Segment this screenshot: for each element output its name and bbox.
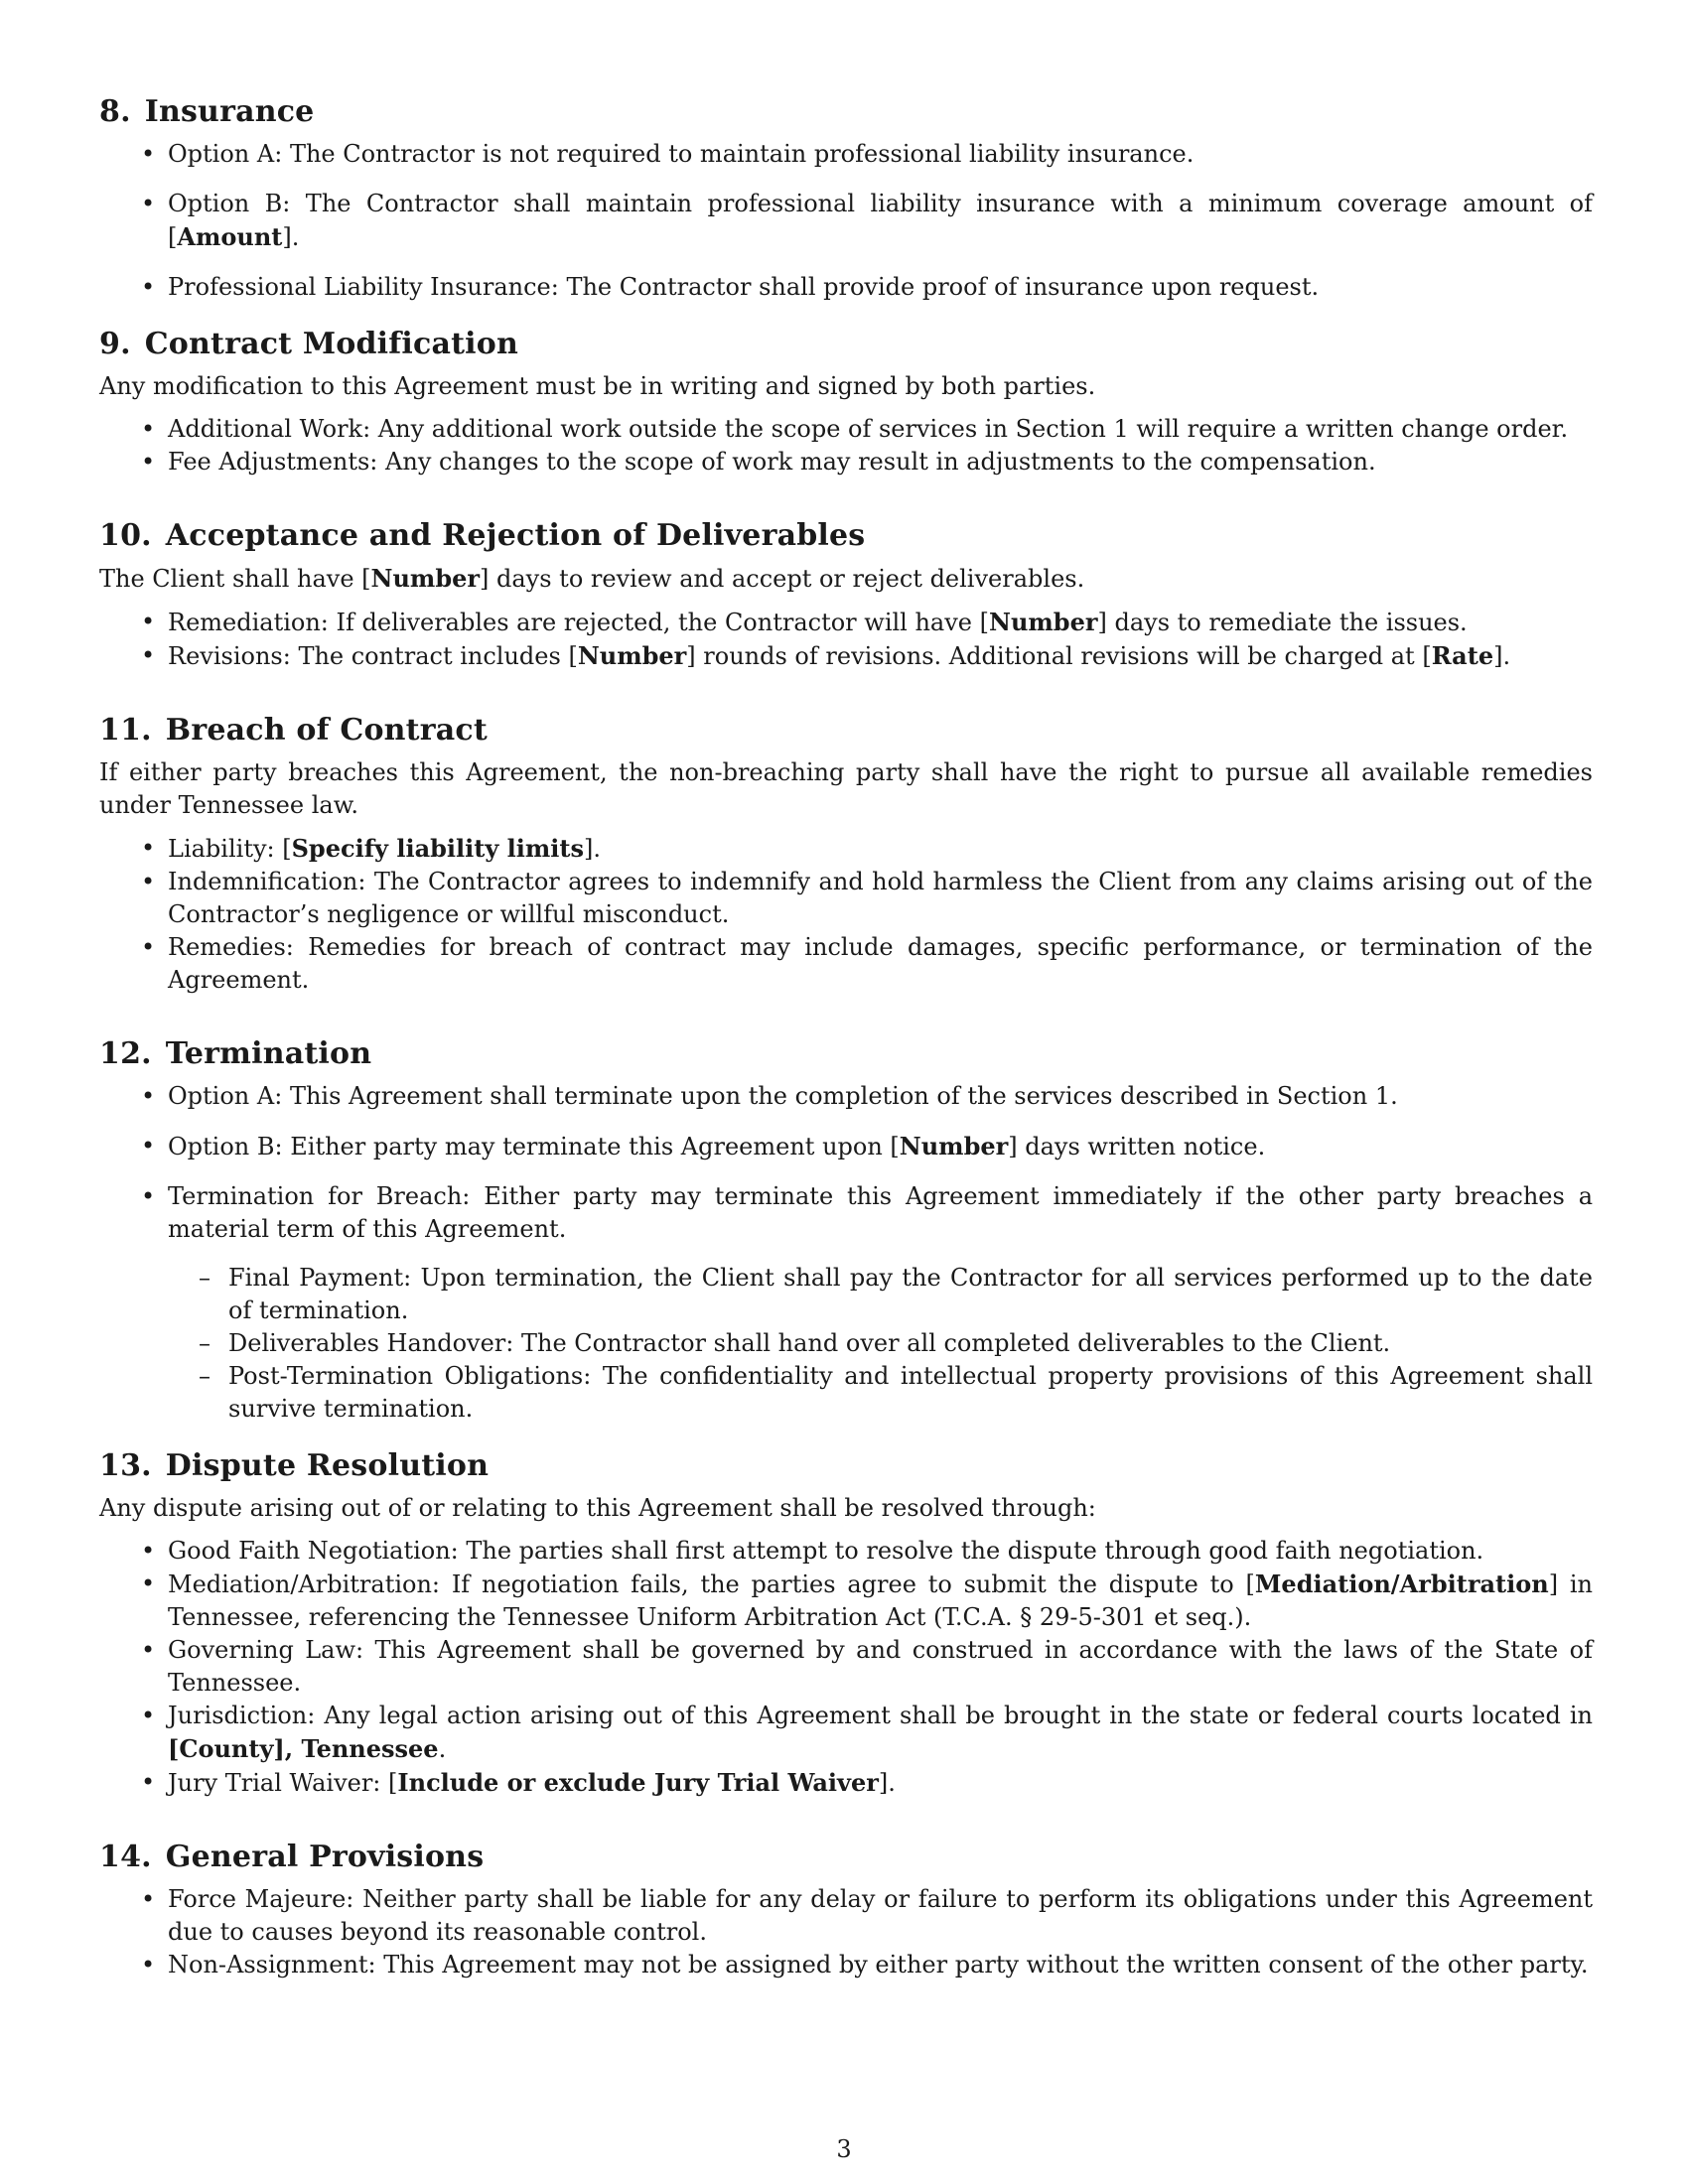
section-breach-of-contract <box>99 711 1593 997</box>
section-intro: The Client shall have [Number] days to review and accept or reject deliverables. <box>99 564 1085 593</box>
bullet-list <box>99 413 1593 478</box>
list-item: • Option B: Either party may terminate this Agreement upon [Number] days written notice. <box>168 1130 1593 1163</box>
sub-list <box>168 1262 1593 1426</box>
section-heading: 11. Breach of Contract <box>99 713 488 748</box>
bullet-list <box>99 1535 1593 1800</box>
list-item: • Additional Work: Any additional work outside the scope of services in Section 1 will require a written change order. <box>168 413 1593 446</box>
section-contract-modification <box>99 325 1593 478</box>
list-item: • Professional Liability Insurance: The Contractor shall provide proof of insurance upon request. <box>168 271 1593 304</box>
sub-list-item: – Final Payment: Upon termination, the Client shall pay the Contractor for all services performed up to the date of termination. <box>228 1262 1593 1327</box>
section-heading: 14. General Provisions <box>99 1840 485 1874</box>
list-item: • Remedies: Remedies for breach of contract may include damages, specific performance, or termination of the Agreement. <box>168 931 1593 997</box>
list-item: • Option B: The Contractor shall maintain professional liability insurance with a minimum coverage amount of [Amount]. <box>168 188 1593 254</box>
list-item: • Revisions: The contract includes [Number] rounds of revisions. Additional revisions will be charged at [Rate]. <box>168 639 1593 673</box>
list-item: • Indemnification: The Contractor agrees to indemnify and hold harmless the Client from any claims arising out of the Contractor’s negligence or willful misconduct. <box>168 866 1593 931</box>
bullet-list <box>99 606 1593 673</box>
section-termination <box>99 1034 1593 1426</box>
section-heading: 12. Termination <box>99 1036 372 1071</box>
sub-list-item: – Deliverables Handover: The Contractor shall hand over all completed deliverables to the Client. <box>228 1327 1593 1360</box>
list-item: • Jurisdiction: Any legal action arising out of this Agreement shall be brought in the state or federal courts located in [County], Tennessee. <box>168 1700 1593 1766</box>
list-item: • Termination for Breach: Either party may terminate this Agreement immediately if the other party breaches a material term of this Agreement. – Final Payment: Upon termination, the Client shall pay the Contractor for all services performed up to the date of termination. – Deliverables Handover: The Contractor shall hand over all completed deliverables to the Client. – Post-Termination Obligations: The confidentiality and intellectual property provisions of this Agreement shall survive termination. <box>168 1180 1593 1426</box>
list-item: • Option A: This Agreement shall terminate upon the completion of the services described in Section 1. <box>168 1080 1593 1113</box>
section-acceptance-rejection <box>99 516 1593 673</box>
list-item: • Jury Trial Waiver: [Include or exclude Jury Trial Waiver]. <box>168 1766 1593 1800</box>
section-insurance <box>99 92 1593 304</box>
bullet-list <box>99 832 1593 997</box>
list-item: • Fee Adjustments: Any changes to the scope of work may result in adjustments to the compensation. <box>168 446 1593 478</box>
section-intro: If either party breaches this Agreement, the non-breaching party shall have the right to pursue all available remedies under Tennessee law. <box>99 758 1593 819</box>
section-heading: 8. Insurance <box>99 94 315 129</box>
section-heading: 13. Dispute Resolution <box>99 1448 490 1483</box>
bullet-list <box>99 1080 1593 1426</box>
list-item: • Option A: The Contractor is not required to maintain professional liability insurance. <box>168 138 1593 171</box>
sub-list-item: – Post-Termination Obligations: The confidentiality and intellectual property provisions of this Agreement shall survive termination. <box>228 1360 1593 1426</box>
page-number: 3 <box>836 2135 852 2163</box>
section-intro: Any modification to this Agreement must be in writing and signed by both parties. <box>99 372 1096 400</box>
section-heading: 10. Acceptance and Rejection of Deliverables <box>99 518 866 553</box>
list-item: • Force Majeure: Neither party shall be liable for any delay or failure to perform its obligations under this Agreement due to causes beyond its reasonable control. <box>168 1883 1593 1949</box>
list-item: • Governing Law: This Agreement shall be governed by and construed in accordance with the laws of the State of Tennessee. <box>168 1634 1593 1700</box>
list-item: • Good Faith Negotiation: The parties shall first attempt to resolve the dispute through good faith negotiation. <box>168 1535 1593 1568</box>
list-item: • Non-Assignment: This Agreement may not be assigned by either party without the written consent of the other party. <box>168 1949 1593 1981</box>
section-dispute-resolution <box>99 1446 1593 1800</box>
list-item: • Mediation/Arbitration: If negotiation fails, the parties agree to submit the dispute to [Mediation/Arbitration] in Tennessee, referencing the Tennessee Uniform Arbitration Act (T.C.A. § 29-5-301 et seq.). <box>168 1568 1593 1634</box>
list-item: • Remediation: If deliverables are rejected, the Contractor will have [Number] days to remediate the issues. <box>168 606 1593 639</box>
section-intro: Any dispute arising out of or relating to this Agreement shall be resolved through: <box>99 1494 1096 1522</box>
section-general-provisions <box>99 1838 1593 1981</box>
bullet-list <box>99 138 1593 304</box>
section-heading: 9. Contract Modification <box>99 327 518 361</box>
list-item: • Liability: [Specify liability limits]. <box>168 832 1593 866</box>
bullet-list <box>99 1883 1593 1981</box>
